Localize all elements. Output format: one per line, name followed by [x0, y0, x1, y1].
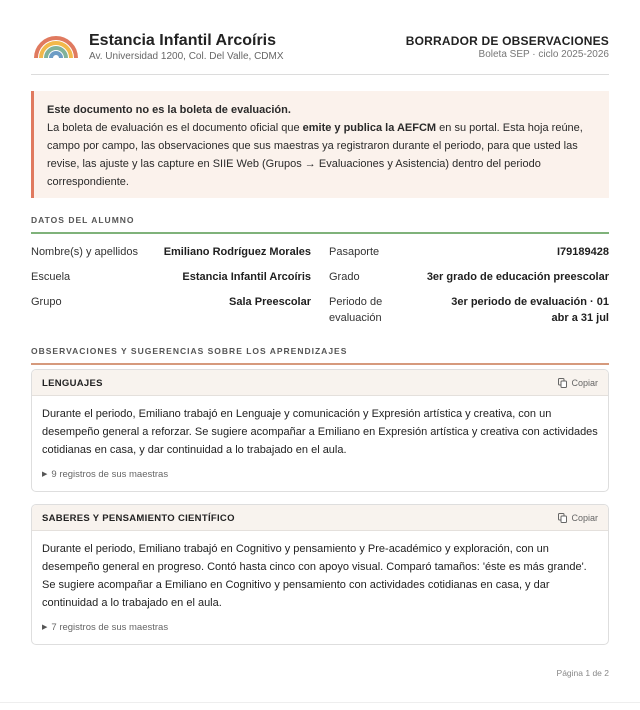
- field-label: Escuela: [31, 271, 71, 283]
- observation-text: Durante el periodo, Emiliano trabajó en Lenguaje y comunicación y Expresión artística y creativa, con un desempeño general a reforzar. Se sugiere acompañar a Emiliano en Expresión artística y creativa con actividades cotidianas en casa, y dar continuidad a lo trabajado en el aula.: [42, 408, 598, 456]
- copy-button[interactable]: [558, 376, 598, 390]
- notice-box: [31, 91, 609, 198]
- document-title: BORRADOR DE OBSERVACIONES: [405, 34, 609, 48]
- copy-label: Copiar: [571, 378, 598, 388]
- observation-card: [31, 369, 609, 492]
- notice-body-part: La boleta de evaluación es el documento oficial que: [47, 122, 303, 134]
- notice-body: [47, 119, 595, 191]
- records-toggle[interactable]: [42, 619, 598, 637]
- rainbow-logo-icon: [33, 34, 79, 60]
- card-title: LENGUAJES: [42, 378, 103, 389]
- copy-icon: [558, 378, 567, 388]
- observation-card: [31, 504, 609, 645]
- field-label: Grado: [329, 271, 360, 283]
- field-value: Emiliano Rodríguez Morales: [163, 246, 311, 258]
- page: [31, 0, 609, 678]
- page-number: Página 1 de 2: [556, 668, 609, 678]
- card-body: [32, 531, 608, 637]
- records-toggle[interactable]: [42, 466, 598, 484]
- card-body: [32, 396, 608, 484]
- field-label: Pasaporte: [329, 246, 380, 258]
- observation-text: Durante el periodo, Emiliano trabajó en Cognitivo y pensamiento y Pre-académico y exploración, con un desempeño general en progreso. Contó hasta cinco con apoyo visual. Comparó tamaños: 'éste es más grande'. Se sugiere acompañar a Emiliano en Cognitivo y pensamiento con actividades cotidianas en casa, y dar continuidad a lo trabajado en el aula.: [42, 543, 587, 609]
- copy-button[interactable]: [558, 511, 598, 525]
- card-title: SABERES Y PENSAMIENTO CIENTÍFICO: [42, 513, 235, 524]
- section-label-student: DATOS DEL ALUMNO: [31, 215, 609, 234]
- triangle-right-icon: ▶: [42, 624, 48, 631]
- section-label-observations: OBSERVACIONES Y SUGERENCIAS SOBRE LOS APRENDIZAJES: [31, 346, 609, 365]
- field-label: Periodo de evaluación: [329, 296, 383, 324]
- card-header: [32, 505, 608, 531]
- document-header: [31, 0, 609, 75]
- school-address: Av. Universidad 1200, Col. Del Valle, CDMX: [89, 51, 284, 62]
- field-value: I79189428: [557, 246, 609, 258]
- field-value: Sala Preescolar: [229, 296, 311, 308]
- field-value: 3er periodo de evaluación · 01 abr a 31 jul: [451, 296, 609, 324]
- records-label: 7 registros de sus maestras: [51, 622, 169, 633]
- page-divider: [0, 702, 640, 703]
- school-name: Estancia Infantil Arcoíris: [89, 32, 277, 49]
- copy-label: Copiar: [571, 513, 598, 523]
- notice-body-part: en su portal. Esta hoja reúne, campo por campo, las observaciones que sus maestras ya registraron durante el periodo, para que usted las revise, las ajuste y las capture en SIIE Web (Grupos → Evaluaciones y Asistencia) dentro del periodo correspondiente.: [47, 122, 583, 188]
- records-label: 9 registros de sus maestras: [51, 469, 169, 480]
- notice-title: Este documento no es la boleta de evaluación.: [47, 104, 291, 116]
- field-value: Estancia Infantil Arcoíris: [182, 271, 311, 283]
- field-label: Nombre(s) y apellidos: [31, 246, 138, 258]
- field-label: Grupo: [31, 296, 62, 308]
- triangle-right-icon: ▶: [42, 471, 48, 478]
- notice-body-bold: emite y publica la AEFCM: [302, 122, 437, 134]
- document-subtitle: Boleta SEP · ciclo 2025-2026: [478, 49, 609, 60]
- copy-icon: [558, 513, 567, 523]
- card-header: [32, 370, 608, 396]
- field-value: 3er grado de educación preescolar: [426, 271, 609, 283]
